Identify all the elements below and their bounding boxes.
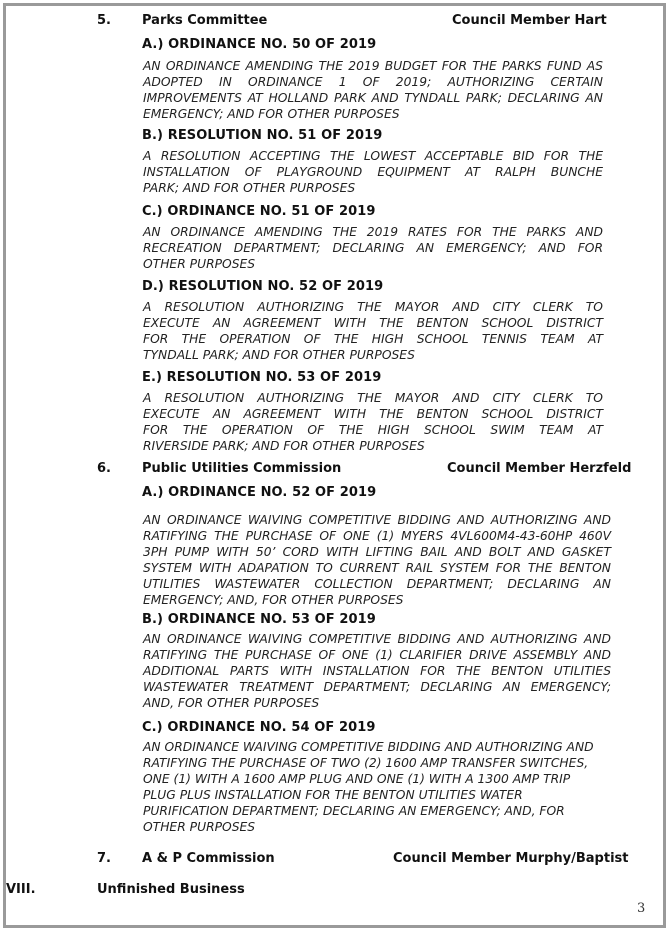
description-line: PLUG PLUS INSTALLATION FOR THE BENTON UTILITIES WATER — [143, 788, 523, 802]
roman-section-title: Unfinished Business — [97, 882, 245, 897]
description-line: RIVERSIDE PARK; AND FOR OTHER PURPOSES — [143, 439, 425, 453]
section-number: 7. — [97, 851, 111, 866]
description-line: OTHER PURPOSES — [143, 257, 256, 271]
item-title: B.) ORDINANCE NO. 53 OF 2019 — [142, 612, 376, 627]
description-line: EXECUTE AN AGREEMENT WITH THE BENTON SCHOOL DISTRICT — [143, 316, 603, 330]
item-description — [143, 631, 611, 711]
description-line: AN ORDINANCE WAIVING COMPETITIVE BIDDING AND AUTHORIZING AND — [143, 632, 611, 646]
description-line: OTHER PURPOSES — [143, 820, 256, 834]
description-line: SYSTEM WITH ADAPATION TO CURRENT RAIL SYSTEM FOR THE BENTON — [143, 561, 611, 575]
item-description — [143, 299, 603, 363]
page-number: 3 — [637, 901, 646, 916]
description-line: A RESOLUTION AUTHORIZING THE MAYOR AND CITY CLERK TO — [143, 391, 603, 405]
section-number: 6. — [97, 461, 111, 476]
item-title: E.) RESOLUTION NO. 53 OF 2019 — [142, 370, 382, 385]
description-line: 3PH PUMP WITH 50’ CORD WITH LIFTING BAIL AND BOLT AND GASKET — [143, 545, 611, 559]
item-title: A.) ORDINANCE NO. 52 OF 2019 — [142, 485, 377, 500]
description-line: A RESOLUTION ACCEPTING THE LOWEST ACCEPTABLE BID FOR THE — [143, 149, 603, 163]
item-title: A.) ORDINANCE NO. 50 OF 2019 — [142, 37, 377, 52]
section-number: 5. — [97, 13, 111, 28]
item-description — [143, 739, 611, 835]
description-line: UTILITIES WASTEWATER COLLECTION DEPARTMENT; DECLARING AN — [143, 577, 611, 591]
description-line: INSTALLATION OF PLAYGROUND EQUIPMENT AT RALPH BUNCHE — [143, 165, 603, 179]
item-description — [143, 390, 603, 454]
section-title: Parks Committee — [142, 13, 268, 28]
item-description — [143, 224, 603, 272]
description-line: ADOPTED IN ORDINANCE 1 OF 2019; AUTHORIZING CERTAIN — [143, 75, 603, 89]
description-line: FOR THE OPERATION OF THE HIGH SCHOOL SWIM TEAM AT — [143, 423, 603, 437]
section-title: Public Utilities Commission — [142, 461, 342, 476]
description-line: WASTEWATER TREATMENT DEPARTMENT; DECLARING AN EMERGENCY; — [143, 680, 611, 694]
section-title: A & P Commission — [142, 851, 275, 866]
description-line: RECREATION DEPARTMENT; DECLARING AN EMERGENCY; AND FOR — [143, 241, 603, 255]
description-line: EMERGENCY; AND FOR OTHER PURPOSES — [143, 107, 400, 121]
roman-section-number: VIII. — [6, 882, 36, 897]
item-title: D.) RESOLUTION NO. 52 OF 2019 — [142, 279, 384, 294]
description-line: AN ORDINANCE AMENDING THE 2019 RATES FOR THE PARKS AND — [143, 225, 603, 239]
description-line: EXECUTE AN AGREEMENT WITH THE BENTON SCHOOL DISTRICT — [143, 407, 603, 421]
section-sponsor: Council Member Hart — [452, 13, 607, 28]
description-line: AND, FOR OTHER PURPOSES — [143, 696, 320, 710]
description-line: RATIFYING THE PURCHASE OF TWO (2) 1600 AMP TRANSFER SWITCHES, — [143, 756, 589, 770]
description-line: ADDITIONAL PARTS WITH INSTALLATION FOR THE BENTON UTILITIES — [143, 664, 611, 678]
section-sponsor: Council Member Herzfeld — [447, 461, 632, 476]
description-line: ONE (1) WITH A 1600 AMP PLUG AND ONE (1) WITH A 1300 AMP TRIP — [143, 772, 571, 786]
item-title: C.) ORDINANCE NO. 54 OF 2019 — [142, 720, 376, 735]
description-line: AN ORDINANCE AMENDING THE 2019 BUDGET FOR THE PARKS FUND AS — [143, 59, 603, 73]
description-line: PURIFICATION DEPARTMENT; DECLARING AN EMERGENCY; AND, FOR — [143, 804, 565, 818]
description-line: FOR THE OPERATION OF THE HIGH SCHOOL TENNIS TEAM AT — [143, 332, 603, 346]
description-line: PARK; AND FOR OTHER PURPOSES — [143, 181, 356, 195]
description-line: RATIFYING THE PURCHASE OF ONE (1) CLARIFIER DRIVE ASSEMBLY AND — [143, 648, 611, 662]
description-line: IMPROVEMENTS AT HOLLAND PARK AND TYNDALL PARK; DECLARING AN — [143, 91, 603, 105]
item-title: B.) RESOLUTION NO. 51 OF 2019 — [142, 128, 383, 143]
item-description — [143, 512, 611, 608]
description-line: AN ORDINANCE WAIVING COMPETITIVE BIDDING AND AUTHORIZING AND — [143, 513, 611, 527]
description-line: AN ORDINANCE WAIVING COMPETITIVE BIDDING AND AUTHORIZING AND — [143, 740, 594, 754]
item-description — [143, 58, 603, 122]
item-title: C.) ORDINANCE NO. 51 OF 2019 — [142, 204, 376, 219]
item-description — [143, 148, 603, 196]
description-line: EMERGENCY; AND, FOR OTHER PURPOSES — [143, 593, 404, 607]
section-sponsor: Council Member Murphy/Baptist — [393, 851, 629, 866]
description-line: RATIFYING THE PURCHASE OF ONE (1) MYERS 4VL600M4-43-60HP 460V — [143, 529, 611, 543]
description-line: A RESOLUTION AUTHORIZING THE MAYOR AND CITY CLERK TO — [143, 300, 603, 314]
description-line: TYNDALL PARK; AND FOR OTHER PURPOSES — [143, 348, 415, 362]
